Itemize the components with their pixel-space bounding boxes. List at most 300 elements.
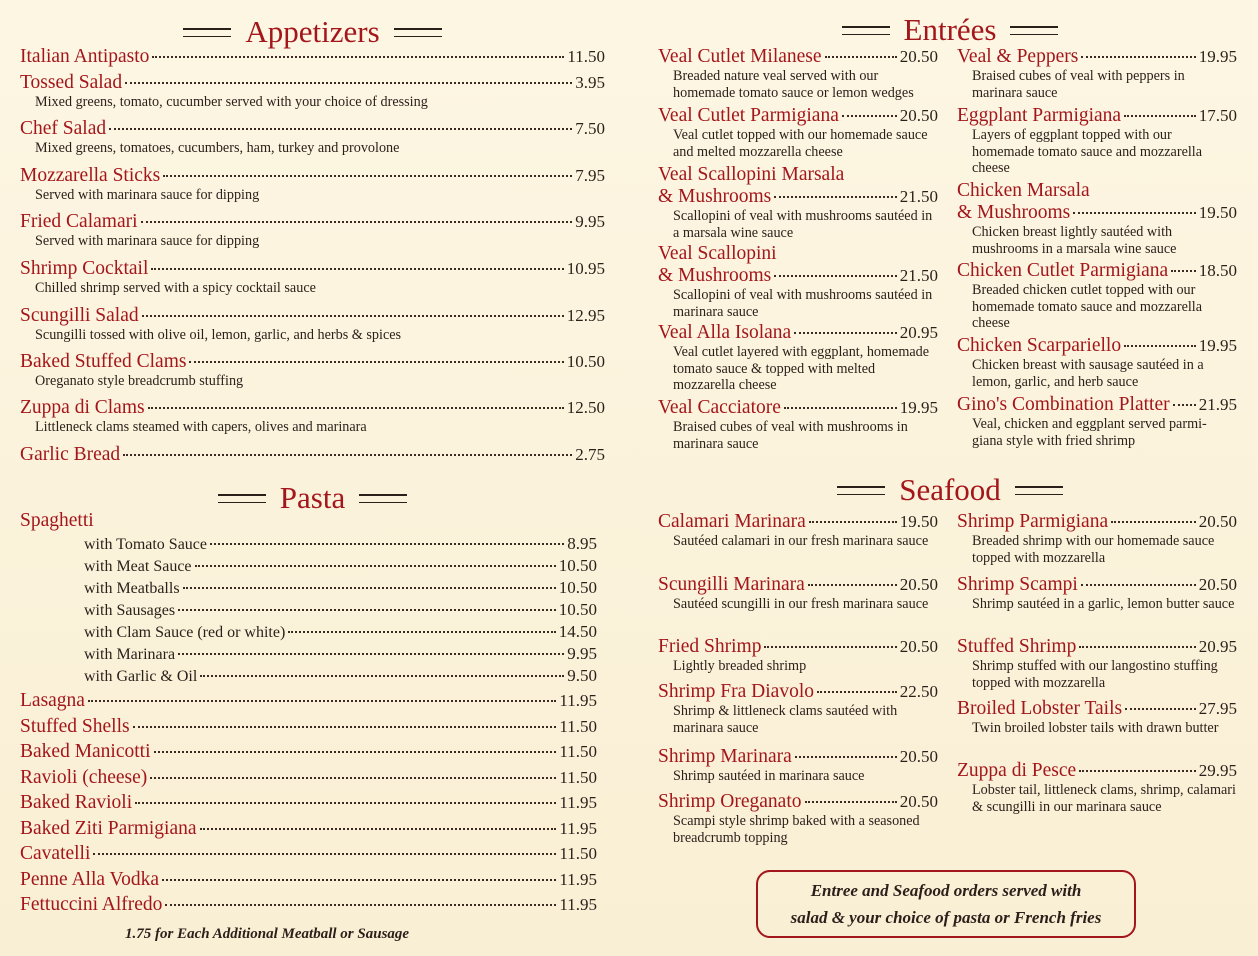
- dot-leader: [1073, 212, 1196, 214]
- item-description: Shrimp sautéed in a garlic, lemon butter sauce: [972, 596, 1235, 612]
- item-price: 10.50: [558, 600, 597, 619]
- dot-leader: [195, 565, 556, 567]
- menu-item: [658, 681, 938, 736]
- spaghetti-option: [84, 556, 597, 576]
- item-line: [20, 351, 605, 373]
- item-line: [658, 186, 938, 208]
- heading-rule: [837, 486, 885, 495]
- dot-leader: [183, 587, 556, 589]
- dot-leader: [88, 700, 556, 702]
- item-name: Cavatelli: [20, 843, 91, 864]
- note-line-2: salad & your choice of pasta or French fries: [790, 908, 1102, 927]
- dot-leader: [842, 115, 897, 117]
- item-line: [20, 397, 605, 419]
- item-price: 8.95: [567, 534, 597, 553]
- dot-leader: [200, 828, 557, 830]
- item-line: [20, 690, 597, 712]
- item-line: [658, 746, 938, 768]
- seafood-heading: [655, 472, 1245, 508]
- item-name: Chef Salad: [20, 118, 107, 139]
- dot-leader: [1079, 770, 1196, 772]
- dot-leader: [784, 407, 897, 409]
- item-line: [84, 600, 597, 620]
- heading-rule: [183, 28, 231, 37]
- item-description: Veal, chicken and eggplant served parmi-giana style with fried shrimp: [972, 416, 1207, 449]
- menu-item: [20, 258, 605, 297]
- item-price: 19.95: [1198, 336, 1237, 355]
- menu-item: [957, 394, 1237, 449]
- dot-leader: [125, 82, 572, 84]
- item-description: Twin broiled lobster tails with drawn butter: [972, 720, 1219, 736]
- item-name: with Marinara: [84, 646, 176, 663]
- pasta-note: 1.75 for Each Additional Meatball or Sausage: [125, 926, 410, 942]
- item-line: [957, 394, 1237, 416]
- dot-leader: [794, 332, 897, 334]
- menu-item: [20, 46, 605, 68]
- item-description: Scallopini of veal with mushrooms sautéed in marinara sauce: [673, 287, 933, 320]
- item-price: 20.50: [899, 575, 938, 594]
- spaghetti-heading-row: [20, 510, 605, 532]
- menu-item: [20, 741, 597, 763]
- item-line: [20, 258, 605, 280]
- item-name: Shrimp Parmigiana: [957, 511, 1109, 532]
- dot-leader: [1081, 584, 1196, 586]
- menu-item: [957, 260, 1237, 332]
- dot-leader: [1125, 708, 1196, 710]
- dot-leader: [795, 756, 897, 758]
- item-name: Shrimp Scampi: [957, 574, 1078, 595]
- item-name: Garlic Bread: [20, 444, 121, 465]
- item-price: 20.50: [899, 106, 938, 125]
- item-name: Chicken Marsala: [957, 180, 1090, 201]
- item-price: 20.50: [899, 47, 938, 66]
- item-price: 10.50: [558, 556, 597, 575]
- item-description: Chicken breast with sausage sautéed in a lemon, garlic, and herb sauce: [972, 357, 1204, 390]
- item-price: 10.50: [566, 352, 605, 371]
- menu-item: [20, 690, 597, 712]
- entrees-heading: [655, 12, 1245, 48]
- menu-item: [957, 335, 1237, 390]
- item-line: [957, 202, 1237, 224]
- menu-item: [20, 444, 605, 466]
- dot-leader: [774, 275, 897, 277]
- menu-item: [20, 211, 605, 250]
- seafood-title: Seafood: [899, 472, 1001, 507]
- dot-leader: [165, 904, 556, 906]
- dot-leader: [178, 609, 556, 611]
- dot-leader: [1124, 115, 1196, 117]
- item-line: [84, 644, 597, 664]
- entree-seafood-note: [756, 870, 1136, 938]
- dot-leader: [163, 175, 572, 177]
- menu-item: [20, 305, 605, 344]
- item-name: with Clam Sauce (red or white): [84, 624, 286, 641]
- dot-leader: [152, 56, 564, 58]
- item-line: [957, 105, 1237, 127]
- item-price: 19.95: [899, 398, 938, 417]
- item-description: Chicken breast lightly sautéed with mushrooms in a marsala wine sauce: [972, 224, 1177, 257]
- item-line: [658, 46, 938, 68]
- item-price: 18.50: [1198, 261, 1237, 280]
- item-price: 11.50: [559, 767, 597, 787]
- item-price: 19.95: [1198, 47, 1237, 66]
- item-name: Calamari Marinara: [658, 511, 806, 532]
- entrees-title: Entrées: [903, 12, 997, 47]
- menu-item: [20, 165, 605, 204]
- item-description: Chilled shrimp served with a spicy cocktail sauce: [35, 280, 316, 296]
- menu-item: [658, 574, 938, 613]
- dot-leader: [817, 691, 897, 693]
- item-price: 9.95: [567, 644, 597, 663]
- item-price: 3.95: [575, 73, 605, 92]
- item-name: Fried Shrimp: [658, 636, 762, 657]
- item-line: [957, 335, 1237, 357]
- dot-leader: [805, 801, 897, 803]
- item-name: with Meat Sauce: [84, 558, 192, 575]
- spaghetti-option: [84, 622, 597, 642]
- item-line: [20, 869, 597, 891]
- item-line: [957, 698, 1237, 720]
- item-name: Fried Calamari: [20, 211, 138, 232]
- item-price: 20.50: [899, 792, 938, 811]
- dot-leader: [148, 407, 564, 409]
- item-name: Chicken Cutlet Parmigiana: [957, 260, 1169, 281]
- item-price: 11.95: [559, 895, 597, 914]
- item-line: [658, 397, 938, 419]
- item-line: [20, 792, 597, 814]
- item-name: Shrimp Fra Diavolo: [658, 681, 814, 702]
- item-price: 20.50: [1198, 512, 1237, 531]
- item-description: Mixed greens, tomatoes, cucumbers, ham, turkey and provolone: [35, 140, 400, 156]
- item-description: Layers of eggplant topped with our homemade tomato sauce and mozzarella cheese: [972, 127, 1203, 176]
- dot-leader: [1173, 404, 1196, 406]
- item-line: [957, 180, 1237, 202]
- menu-item: [658, 746, 938, 785]
- item-price: 11.95: [559, 869, 597, 889]
- item-price: 7.50: [575, 119, 605, 138]
- dot-leader: [135, 802, 556, 804]
- dot-leader: [154, 751, 557, 753]
- dot-leader: [178, 653, 564, 655]
- heading-rule: [1015, 486, 1063, 495]
- item-description: Shrimp stuffed with our langostino stuffing topped with mozzarella: [972, 658, 1218, 691]
- item-description: Lobster tail, littleneck clams, shrimp, calamari & scungilli in our marinara sauce: [972, 782, 1236, 815]
- dot-leader: [809, 521, 897, 523]
- dot-leader: [1171, 270, 1196, 272]
- spaghetti-option: [84, 534, 597, 554]
- item-line: [84, 622, 597, 642]
- item-price: 12.95: [566, 306, 605, 325]
- item-name: Lasagna: [20, 690, 85, 711]
- menu-item: [20, 792, 597, 814]
- item-description: Served with marinara sauce for dipping: [35, 233, 260, 249]
- item-line: [20, 716, 597, 738]
- item-description: Breaded chicken cutlet topped with our homemade tomato sauce and mozzarella cheese: [972, 282, 1203, 331]
- item-name: Veal & Peppers: [957, 46, 1079, 67]
- item-name: Penne Alla Vodka: [20, 868, 160, 890]
- item-description: Shrimp & littleneck clams sautéed with marinara sauce: [673, 703, 898, 736]
- item-name: Baked Manicotti: [20, 741, 151, 762]
- dot-leader: [825, 56, 897, 58]
- item-price: 14.50: [558, 622, 597, 641]
- dot-leader: [162, 879, 556, 881]
- item-description: Veal cutlet topped with our homemade sauce and melted mozzarella cheese: [673, 127, 928, 160]
- item-price: 20.95: [1198, 637, 1237, 656]
- item-name: Veal Scallopini: [658, 243, 777, 264]
- menu-item: [20, 818, 597, 840]
- item-line: [957, 46, 1237, 68]
- item-price: 19.50: [899, 512, 938, 531]
- item-description: Scungilli tossed with olive oil, lemon, garlic, and herbs & spices: [35, 327, 402, 343]
- menu-item: [957, 511, 1237, 566]
- item-name: & Mushrooms: [957, 202, 1071, 223]
- item-line: [20, 843, 597, 865]
- heading-rule: [359, 494, 407, 503]
- menu-item: [658, 322, 938, 394]
- item-line: [658, 265, 938, 287]
- menu-item: [658, 397, 938, 452]
- menu-item: [20, 118, 605, 157]
- item-line: [20, 165, 605, 187]
- item-line: [658, 164, 938, 186]
- item-price: 12.50: [566, 398, 605, 417]
- item-line: [658, 105, 938, 127]
- item-name: with Tomato Sauce: [84, 536, 208, 553]
- menu-item: [658, 791, 938, 846]
- item-line: [84, 556, 597, 576]
- heading-rule: [842, 26, 890, 35]
- menu-item: [20, 351, 605, 390]
- item-description: Shrimp sautéed in marinara sauce: [673, 768, 865, 784]
- item-price: 10.95: [566, 259, 605, 278]
- item-line: [20, 305, 605, 327]
- heading-rule: [1010, 26, 1058, 35]
- menu-item: [20, 843, 597, 865]
- item-line: [658, 791, 938, 813]
- item-line: [20, 46, 605, 68]
- item-description: Scallopini of veal with mushrooms sautéed in a marsala wine sauce: [673, 208, 933, 241]
- menu-item: [957, 698, 1237, 737]
- item-description: Lightly breaded shrimp: [673, 658, 807, 674]
- item-line: [957, 260, 1237, 282]
- item-name: Italian Antipasto: [20, 46, 150, 67]
- menu-item: [658, 46, 938, 101]
- item-name: Veal Scallopini Marsala: [658, 164, 845, 185]
- item-name: Eggplant Parmigiana: [957, 105, 1122, 126]
- item-price: 11.50: [559, 742, 597, 761]
- item-price: 17.50: [1198, 106, 1237, 125]
- item-name: Ravioli (cheese): [20, 766, 148, 788]
- dot-leader: [210, 543, 564, 545]
- item-line: [20, 211, 605, 233]
- item-line: [20, 741, 597, 763]
- note-line-1: Entree and Seafood orders served with: [810, 881, 1082, 900]
- dot-leader: [774, 196, 897, 198]
- item-line: [957, 636, 1237, 658]
- item-line: [20, 894, 597, 916]
- item-price: 11.50: [567, 47, 605, 66]
- item-price: 21.50: [899, 187, 938, 206]
- item-name: Chicken Scarpariello: [957, 335, 1122, 356]
- dot-leader: [93, 853, 556, 855]
- item-line: [957, 511, 1237, 533]
- menu-item: [658, 511, 938, 550]
- item-price: 20.50: [1198, 575, 1237, 594]
- dot-leader: [288, 631, 555, 633]
- item-price: 9.95: [575, 212, 605, 231]
- dot-leader: [1081, 56, 1195, 58]
- dot-leader: [109, 128, 572, 130]
- item-line: [658, 243, 938, 265]
- item-name: Baked Ravioli: [20, 792, 133, 813]
- dot-leader: [151, 268, 563, 270]
- item-name: with Meatballs: [84, 580, 180, 597]
- item-description: Oreganato style breadcrumb stuffing: [35, 373, 244, 389]
- spaghetti-option: [84, 600, 597, 620]
- dot-leader: [142, 315, 564, 317]
- item-line: [84, 578, 597, 598]
- item-line: [84, 534, 597, 554]
- item-name: Shrimp Oreganato: [658, 791, 802, 812]
- menu-item: [20, 869, 597, 891]
- item-name: Baked Ziti Parmigiana: [20, 817, 197, 839]
- item-line: [20, 118, 605, 140]
- item-price: 7.95: [575, 166, 605, 185]
- appetizers-title: Appetizers: [245, 14, 380, 49]
- item-price: 2.75: [575, 445, 605, 464]
- item-description: Sautéed scungilli in our fresh marinara sauce: [673, 596, 929, 612]
- menu-item: [957, 180, 1237, 257]
- item-description: Breaded shrimp with our homemade sauce topped with mozzarella: [972, 533, 1215, 566]
- item-name: Veal Cacciatore: [658, 397, 781, 418]
- dot-leader: [1111, 521, 1196, 523]
- item-price: 11.50: [559, 844, 597, 863]
- menu-item: [957, 105, 1237, 177]
- item-name: Scungilli Marinara: [658, 574, 805, 595]
- item-description: Mixed greens, tomato, cucumber served with your choice of dressing: [35, 94, 428, 110]
- item-line: [957, 574, 1237, 596]
- spaghetti-label: Spaghetti: [20, 510, 94, 531]
- dot-leader: [200, 675, 564, 677]
- item-name: Broiled Lobster Tails: [957, 698, 1123, 719]
- item-line: [658, 636, 938, 658]
- menu-item: [957, 760, 1237, 815]
- item-name: Scungilli Salad: [20, 305, 139, 326]
- item-name: Mozzarella Sticks: [20, 165, 161, 186]
- dot-leader: [189, 361, 563, 363]
- menu-item: [658, 105, 938, 160]
- menu-item: [20, 894, 597, 916]
- item-name: Gino's Combination Platter: [957, 394, 1170, 415]
- item-line: [658, 322, 938, 344]
- item-price: 11.50: [559, 716, 597, 736]
- item-name: Veal Cutlet Parmigiana: [658, 105, 839, 126]
- item-name: Shrimp Cocktail: [20, 258, 149, 279]
- item-name: Stuffed Shells: [20, 715, 130, 737]
- item-price: 27.95: [1198, 699, 1237, 718]
- item-line: [658, 574, 938, 596]
- menu-item: [20, 72, 605, 111]
- heading-rule: [218, 494, 266, 503]
- item-name: Fettuccini Alfredo: [20, 894, 163, 915]
- item-name: & Mushrooms: [658, 265, 772, 286]
- item-description: Scampi style shrimp baked with a seasoned breadcrumb topping: [673, 813, 920, 846]
- item-line: [658, 511, 938, 533]
- item-line: [20, 72, 605, 94]
- item-description: Served with marinara sauce for dipping: [35, 187, 260, 203]
- dot-leader: [1079, 646, 1195, 648]
- heading-rule: [394, 28, 442, 37]
- spaghetti-option: [84, 578, 597, 598]
- dot-leader: [150, 777, 556, 779]
- item-name: Zuppa di Clams: [20, 397, 145, 418]
- item-description: Littleneck clams steamed with capers, olives and marinara: [35, 419, 367, 435]
- dot-leader: [1124, 345, 1196, 347]
- item-price: 21.50: [899, 266, 938, 285]
- item-description: Braised cubes of veal with peppers in marinara sauce: [972, 68, 1185, 101]
- item-price: 22.50: [899, 682, 938, 701]
- dot-leader: [764, 646, 896, 648]
- dot-leader: [123, 454, 572, 456]
- item-line: [84, 666, 597, 686]
- item-line: [20, 444, 605, 466]
- item-price: 11.95: [559, 818, 597, 838]
- item-description: Breaded nature veal served with our homemade tomato sauce or lemon wedges: [673, 68, 914, 101]
- menu-item: [20, 716, 597, 738]
- item-price: 20.50: [899, 637, 938, 656]
- item-description: Braised cubes of veal with mushrooms in marinara sauce: [673, 419, 908, 452]
- pasta-title: Pasta: [279, 480, 346, 515]
- item-price: 10.50: [558, 578, 597, 597]
- menu-item: [658, 243, 938, 320]
- item-name: Veal Cutlet Milanese: [658, 46, 822, 67]
- item-name: Stuffed Shrimp: [957, 636, 1077, 657]
- menu-item: [957, 46, 1237, 101]
- item-name: & Mushrooms: [658, 186, 772, 207]
- item-price: 11.95: [559, 793, 597, 812]
- menu-item: [20, 767, 597, 789]
- item-name: Zuppa di Pesce: [957, 760, 1077, 781]
- item-line: [658, 681, 938, 703]
- item-price: 21.95: [1198, 395, 1237, 414]
- item-name: with Sausages: [84, 602, 176, 619]
- spaghetti-option: [84, 666, 597, 686]
- item-line: [957, 760, 1237, 782]
- spaghetti-option: [84, 644, 597, 664]
- item-price: 11.95: [559, 691, 597, 710]
- dot-leader: [808, 584, 897, 586]
- item-description: Sautéed calamari in our fresh marinara sauce: [673, 533, 929, 549]
- item-price: 20.95: [899, 323, 938, 342]
- menu-item: [658, 164, 938, 241]
- dot-leader: [141, 221, 573, 223]
- item-line: [20, 767, 597, 789]
- item-name: Veal Alla Isolana: [658, 322, 792, 343]
- item-description: Veal cutlet layered with eggplant, homemade tomato sauce & topped with melted mozzarella cheese: [673, 344, 930, 393]
- item-price: 29.95: [1198, 761, 1237, 780]
- item-name: Baked Stuffed Clams: [20, 351, 187, 372]
- item-price: 19.50: [1198, 203, 1237, 222]
- dot-leader: [133, 726, 557, 728]
- item-price: 20.50: [899, 747, 938, 766]
- item-price: 9.50: [567, 666, 597, 685]
- menu-item: [658, 636, 938, 675]
- item-name: Shrimp Marinara: [658, 746, 792, 767]
- menu-item: [20, 397, 605, 436]
- menu-item: [957, 574, 1237, 613]
- item-name: with Garlic & Oil: [84, 668, 198, 685]
- item-name: Tossed Salad: [20, 72, 123, 93]
